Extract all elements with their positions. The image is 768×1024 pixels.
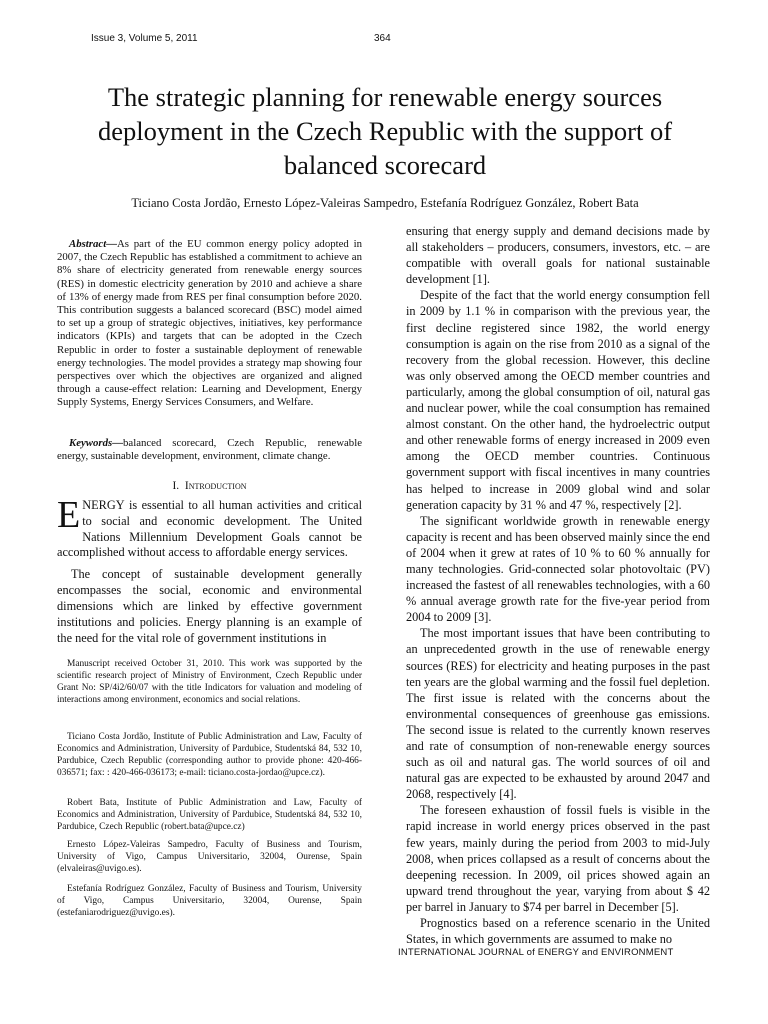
- author-list: Ticiano Costa Jordão, Ernesto López-Valeiras Sampedro, Estefanía Rodríguez González, Robert Bata: [131, 196, 639, 210]
- footnote-author-bata: Robert Bata, Institute of Public Administration and Law, Faculty of Economics and Administration, University of Pardubice, Studentská 84, 532 10, Pardubice, Czech Republic (robert.bata@upce.cz): [57, 798, 362, 832]
- body-paragraph: The foreseen exhaustion of fossil fuels is visible in the rapid increase in world energy prices observed in the past few years, mainly during the period from 2003 to mid-July 2008, when prices collapsed as a result of concerns about the deepening recession. In 2009, oil prices showed again an upward trend throughout the year, varying from about $ 42 per barrel in January to $74 per barrel in December [5].: [406, 803, 710, 914]
- keywords-text: balanced scorecard, Czech Republic, renewable energy, sustainable development, environment, climate change.: [57, 437, 362, 463]
- footnote-author-sampedro: Ernesto López-Valeiras Sampedro, Faculty of Business and Tourism, University of Vigo, Campus Universitario, 32004, Ourense, Spain (elvaleiras@uvigo.es).: [57, 840, 362, 874]
- paper-title: The strategic planning for renewable energy sources deployment in the Czech Republic with the support of balanced scorecard: [97, 82, 673, 180]
- footnote-author-jordao: Ticiano Costa Jordão, Institute of Public Administration and Law, Faculty of Economics and Administration, University of Pardubice, Studentská 84, 532 10, Pardubice, Czech Republic (corresponding author to provide phone: 420-466-036571; fax: : 420-466-036173; e-mail: ticiano.costa-jordao@upce.cz).: [57, 732, 362, 778]
- footer-journal-name: INTERNATIONAL JOURNAL of ENERGY and ENVIRONMENT: [398, 947, 674, 958]
- footnote-manuscript: Manuscript received October 31, 2010. This work was supported by the scientific research project of Ministry of Environment, Czech Republic under Grant No: SP/4i2/60/07 with the title Indicators for valuation and modeling of interactions among environment, economics and social relations.: [57, 659, 362, 705]
- right-column: [406, 223, 710, 947]
- body-paragraph: The significant worldwide growth in renewable energy capacity is recent and has been observed mainly since the end of 2004 when it grew at rates of 10 % to 60 % annually for many technologies. Grid-connected solar photovoltaic (PV) increased the fastest of all renewables technologies, with a 60 % annual average growth rate for the five-year period from 2004 to 2009 [3].: [406, 513, 710, 625]
- body-paragraph: Prognostics based on a reference scenario in the United States, in which governments are assumed to make no: [406, 916, 710, 947]
- lead-word: NERGY: [82, 498, 125, 512]
- keywords: [57, 437, 362, 463]
- body-paragraph: ensuring that energy supply and demand decisions made by all stakeholders – producers, consumers, investors, etc. – are compatible with overall goals for national sustainable development [1].: [406, 224, 710, 287]
- keywords-label: Keywords—: [69, 437, 123, 449]
- intro-paragraph-2: The concept of sustainable development generally encompasses the social, economic and environmental dimensions which are linked by effective government institutions and policies. Energy planning is an example of the need for the vital role of government institutions in: [57, 567, 362, 645]
- section-heading: [57, 480, 362, 492]
- footnote-author-gonzalez: Estefanía Rodríguez González, Faculty of Business and Tourism, University of Vigo, Campus Universitario, 32004, Ourense, Spain (estefaniarodriguez@uvigo.es).: [57, 884, 362, 918]
- drop-cap: E: [57, 494, 81, 536]
- body-paragraph: The most important issues that have been contributing to an unprecedented growth in the use of renewable energy sources (RES) for electricity and heating purposes in the past ten years are the global warming and the fossil fuel depletion. The first issue is related with the concerns about the environmental consequences of greenhouse gas emissions. The second issue is related to the currently known reserves and rate of consumption of non-renewable energy sources such as oil and natural gas. The world sources of oil and natural gas are expected to be exhausted by around 2047 and 2068, respectively [4].: [406, 626, 710, 802]
- abstract: [57, 238, 362, 410]
- intro-p1-text: is essential to all human activities and critical to social and economic development. The United Nations Millennium Development Goals cannot be accomplished without access to affordable energy services.: [57, 498, 362, 560]
- abstract-label: Abstract—: [69, 238, 117, 250]
- body-paragraph: Despite of the fact that the world energy consumption fell in 2009 by 1.1 % in comparison with the previous year, the first decline registered since 1982, the world energy consumption is again on the rise from 2010 as a signal of the recovery from the global recession. However, this decline was only observed among the OECD member countries and particularly, among the global consumption of oil, natural gas and nuclear power, while the coal consumption has remained almost constant. On the other hand, the hydroelectric output and other renewable forms of energy increased in 2009 even among the OECD member countries. Continuous government support with fiscal incentives in many countries has helped to increase in 2009 global wind and solar generation capacity by 31 % and 47 %, respectively [2].: [406, 288, 710, 512]
- abstract-text: As part of the EU common energy policy adopted in 2007, the Czech Republic has established a commitment to achieve an 8% share of electricity generated from renewable energy sources (RES) in domestic electricity generation by 2010 and achieve a share of 13% of energy made from RES per final consumption before 2020. This contribution suggests a balanced scorecard (BSC) model aimed to set up a group of strategic objectives, initiatives, key performance indicators (KPIs) and targets that can be adopted in the Czech Republic in order to foster a sustainable deployment of renewable energy technologies. The model provides a strategy map showing four perspectives over which the objectives are organized and aligned through a cause-effect relation: Learning and Development, Energy Supply Systems, Energy Services Consumers, and Welfare.: [57, 238, 362, 409]
- section-number: I.: [172, 480, 180, 492]
- header-issue: Issue 3, Volume 5, 2011: [91, 33, 198, 44]
- section-title: Introduction: [184, 480, 247, 492]
- intro-paragraph-1: [57, 494, 362, 561]
- header-page-number: 364: [374, 33, 391, 44]
